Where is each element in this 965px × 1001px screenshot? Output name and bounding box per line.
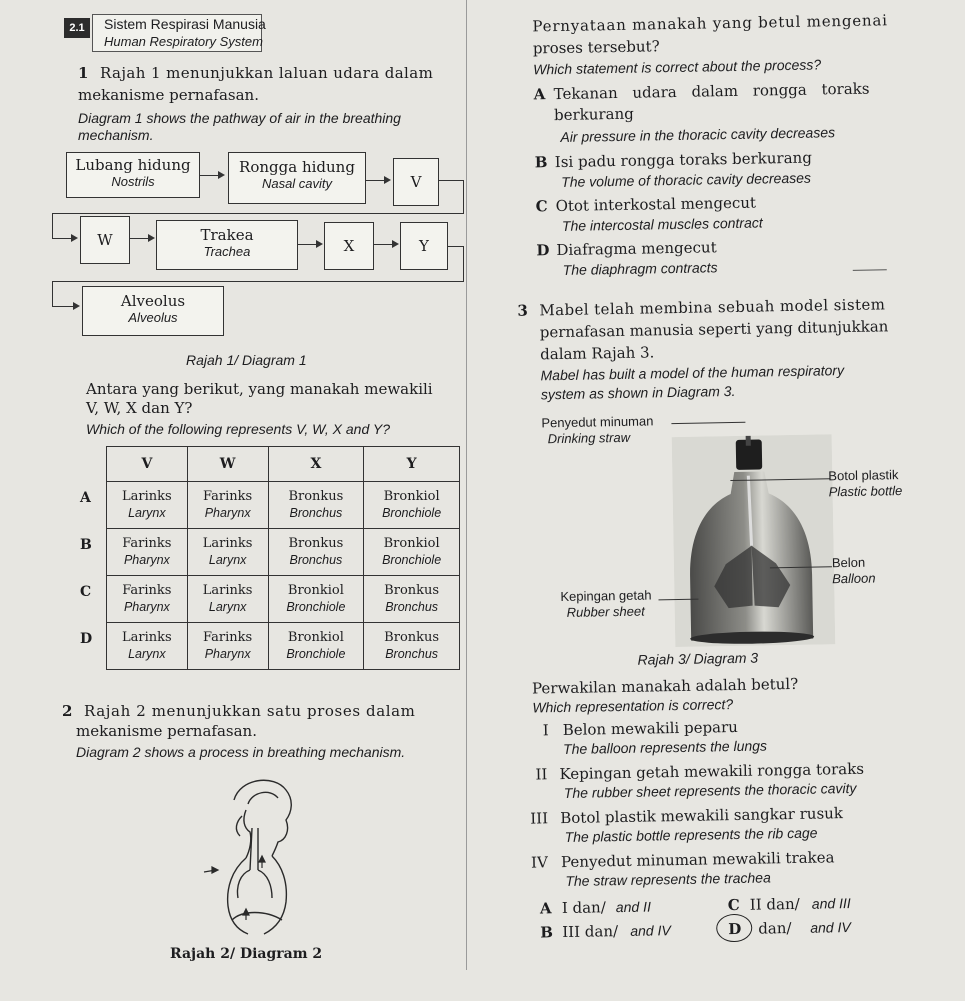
statement-iv-ms: Penyedut minuman mewakili trakea: [560, 848, 835, 872]
flow-box-nostrils: [66, 152, 200, 198]
flow-box-y: Y: [400, 222, 448, 270]
table-cell: Bronkiol Bronchiole: [268, 576, 364, 623]
q3-stem-en-1: Mabel has built a model of the human respiratory: [540, 362, 845, 384]
table-cell: Farinks Pharynx: [107, 576, 188, 623]
table-cell: Larinks Larynx: [107, 623, 188, 670]
q1-answer-table: [106, 446, 460, 670]
q3-diagram-caption: Rajah 3/ Diagram 3: [637, 649, 759, 668]
statement-iii-en: The plastic bottle represents the rib cage: [564, 824, 818, 845]
section-title-en: Human Respiratory System: [104, 34, 263, 49]
flow-arrow-9: [297, 244, 317, 245]
option-label-c[interactable]: C: [80, 584, 92, 600]
q3-choice-a-label[interactable]: A: [539, 899, 552, 918]
table-row[interactable]: [107, 482, 460, 529]
flow-arrowhead-15: [73, 302, 80, 310]
q2-stem-en: Diagram 2 shows a process in breathing mechanism.: [76, 744, 406, 760]
flow-nostrils-en: Nostrils: [111, 174, 155, 189]
option-label-a[interactable]: A: [80, 490, 91, 506]
flow-line-12: [463, 246, 464, 282]
table-cell: Bronkiol Bronchiole: [364, 529, 460, 576]
flow-arrowhead-7: [71, 234, 78, 242]
table-header-w: W: [187, 447, 268, 482]
q3-choice-b-label[interactable]: B: [540, 923, 554, 942]
flow-line-6: [52, 213, 53, 239]
q3-ask-en: Which representation is correct?: [532, 696, 734, 716]
section-title-ms: Sistem Respirasi Manusia: [104, 16, 266, 32]
q2-option-a-en: Air pressure in the thoracic cavity decreases: [560, 124, 836, 145]
flow-box-w: W: [80, 216, 130, 264]
label-balloon-en: Balloon: [832, 570, 876, 587]
q2-option-b-ms: Isi padu rongga toraks berkurang: [554, 148, 813, 172]
q3-choice-c-en: and III: [811, 895, 851, 912]
flow-arrow-10: [373, 244, 393, 245]
q2-ask-ms-1: Pernyataan manakah yang betul mengenai: [532, 11, 888, 36]
table-cell: Farinks Pharynx: [187, 623, 268, 670]
pointer-straw: [671, 422, 745, 424]
table-row[interactable]: [107, 623, 460, 670]
statement-iv-en: The straw represents the trachea: [565, 869, 771, 889]
statement-i-ms: Belon mewakili peparu: [562, 717, 739, 740]
q1-diagram-caption: Rajah 1/ Diagram 1: [186, 352, 307, 368]
label-bottle-en: Plastic bottle: [828, 483, 903, 500]
flow-arrowhead-9: [316, 240, 323, 248]
flow-arrow-7: [52, 238, 72, 239]
flow-box-x: X: [324, 222, 374, 270]
flow-arrowhead-2: [384, 176, 391, 184]
table-cell: Bronkiol Bronchiole: [364, 482, 460, 529]
q1-ask-en: Which of the following represents V, W, X and Y?: [86, 421, 391, 437]
flow-arrow-2: [365, 180, 385, 181]
flow-nasal-ms: Rongga hidung: [239, 158, 355, 176]
q2-option-d-ms: Diafragma mengecut: [556, 238, 717, 260]
table-cell: Bronkus Bronchus: [268, 529, 364, 576]
q3-ask-ms: Perwakilan manakah adalah betul?: [531, 674, 799, 698]
flow-arrowhead-8: [148, 234, 155, 242]
flow-line-14: [52, 281, 53, 307]
flow-nostrils-ms: Lubang hidung: [75, 156, 191, 174]
flow-line-3: [438, 180, 464, 181]
q3-choice-a-ms: I dan/: [561, 898, 606, 918]
q3-choice-c-ms: II dan/: [749, 894, 800, 914]
option-label-b[interactable]: B: [80, 537, 92, 553]
table-header-x: X: [268, 447, 364, 482]
q2-option-d-label[interactable]: D: [536, 241, 550, 260]
table-cell: Bronkus Bronchus: [364, 623, 460, 670]
flow-arrowhead-10: [392, 240, 399, 248]
flow-trachea-en: Trachea: [203, 244, 251, 259]
table-row[interactable]: [107, 576, 460, 623]
q1-ask-ms-1: Antara yang berikut, yang manakah mewakili: [86, 380, 433, 398]
q1-stem-en-2: mechanism.: [78, 127, 154, 143]
label-rubber-en: Rubber sheet: [566, 603, 645, 620]
q1-ask-ms-2: V, W, X dan Y?: [86, 399, 193, 417]
flow-arrow-15: [52, 306, 74, 307]
q2-stem-ms-2: mekanisme pernafasan.: [76, 722, 257, 740]
answer-line: [853, 269, 887, 271]
option-label-d[interactable]: D: [80, 631, 93, 647]
label-balloon-ms: Belon: [831, 554, 866, 571]
q3-choice-b-en: and IV: [630, 922, 671, 939]
q2-option-c-label[interactable]: C: [535, 197, 548, 216]
q2-option-a-ms-1: Tekanan udara dalam rongga toraks: [553, 79, 870, 104]
flow-box-v: V: [393, 158, 439, 206]
table-cell: Larinks Larynx: [187, 529, 268, 576]
flow-box-nasal-cavity: [228, 152, 366, 204]
table-cell: Bronkus Bronchus: [364, 576, 460, 623]
table-header-v: V: [107, 447, 188, 482]
q2-number: 2: [62, 702, 73, 720]
statement-ii-ms: Kepingan getah mewakili rongga toraks: [559, 759, 865, 784]
q2-diagram-caption: Rajah 2/ Diagram 2: [170, 946, 323, 962]
table-cell: Farinks Pharynx: [187, 482, 268, 529]
q3-choice-b-ms: III dan/: [562, 922, 619, 942]
q2-option-b-label[interactable]: B: [534, 153, 548, 172]
q3-number: 3: [517, 301, 529, 320]
flow-alveolus-ms: Alveolus: [120, 292, 186, 310]
table-cell: Larinks Larynx: [187, 576, 268, 623]
q1-number: 1: [78, 64, 89, 82]
flow-arrow-8: [129, 238, 149, 239]
statement-ii-en: The rubber sheet represents the thoracic cavity: [563, 779, 857, 802]
q1-stem-en-1: Diagram 1 shows the pathway of air in the breathing: [78, 110, 401, 126]
flow-line-11: [447, 246, 464, 247]
statement-iii-ms: Botol plastik mewakili sangkar rusuk: [560, 804, 844, 828]
label-bottle-ms: Botol plastik: [828, 467, 899, 484]
q2-option-a-ms-2: berkurang: [553, 104, 634, 125]
label-straw-en: Drinking straw: [547, 429, 631, 447]
bottle-model-photo: [672, 434, 836, 647]
statement-iv-numeral: IV: [530, 853, 548, 872]
q3-stem-ms-1: Mabel telah membina sebuah model sistem: [539, 295, 886, 320]
table-row[interactable]: [107, 529, 460, 576]
statement-i-en: The balloon represents the lungs: [562, 737, 768, 758]
q3-stem-ms-2: pernafasan manusia seperti yang ditunjukkan: [539, 317, 889, 342]
q2-option-a-label[interactable]: A: [533, 85, 546, 104]
flow-line-13: [52, 281, 464, 282]
flow-line-5: [52, 213, 464, 214]
q2-ask-en: Which statement is correct about the process?: [533, 56, 822, 78]
q2-option-b-en: The volume of thoracic cavity decreases: [561, 169, 812, 190]
q3-stem-ms-3: dalam Rajah 3.: [540, 343, 655, 364]
q2-option-c-ms: Otot interkostal mengecut: [555, 193, 757, 216]
table-cell: Larinks Larynx: [107, 482, 188, 529]
section-number-badge: 2.1: [64, 18, 90, 38]
q3-choice-d-label[interactable]: D: [728, 919, 742, 939]
q3-choice-c-label[interactable]: C: [727, 895, 740, 915]
q2-option-d-en: The diaphragm contracts: [562, 259, 718, 278]
label-rubber-ms: Kepingan getah: [560, 587, 652, 605]
q2-option-c-en: The intercostal muscles contract: [561, 214, 763, 234]
q2-stem-ms-1: Rajah 2 menunjukkan satu proses dalam: [84, 702, 416, 720]
flow-trachea-ms: Trakea: [200, 226, 254, 244]
flow-arrow-1: [199, 175, 219, 176]
table-cell: Bronkus Bronchus: [268, 482, 364, 529]
flow-box-alveolus: [82, 286, 224, 336]
statement-i-numeral: I: [542, 721, 549, 740]
q3-choice-d-en: and IV: [810, 919, 851, 936]
flow-arrowhead-1: [218, 171, 225, 179]
statement-ii-numeral: II: [535, 765, 548, 784]
flow-box-trachea: [156, 220, 298, 270]
q3-choice-d-ms: dan/: [758, 919, 792, 938]
table-cell: Farinks Pharynx: [107, 529, 188, 576]
table-header-y: Y: [364, 447, 460, 482]
q1-stem-ms-2: mekanisme pernafasan.: [78, 86, 259, 104]
flow-nasal-en: Nasal cavity: [261, 176, 333, 191]
flow-alveolus-en: Alveolus: [128, 310, 178, 325]
table-cell: Bronkiol Bronchiole: [268, 623, 364, 670]
column-divider: [466, 0, 467, 970]
flow-line-4: [463, 180, 464, 214]
q1-stem-ms-1: Rajah 1 menunjukkan laluan udara dalam: [100, 64, 434, 82]
q3-stem-en-2: system as shown in Diagram 3.: [540, 382, 736, 403]
q3-choice-a-en: and II: [615, 898, 652, 916]
label-straw-ms: Penyedut minuman: [541, 413, 654, 431]
breathing-process-diagram: [190, 770, 330, 940]
statement-iii-numeral: III: [530, 809, 549, 828]
q2-ask-ms-2: proses tersebut?: [532, 37, 660, 58]
